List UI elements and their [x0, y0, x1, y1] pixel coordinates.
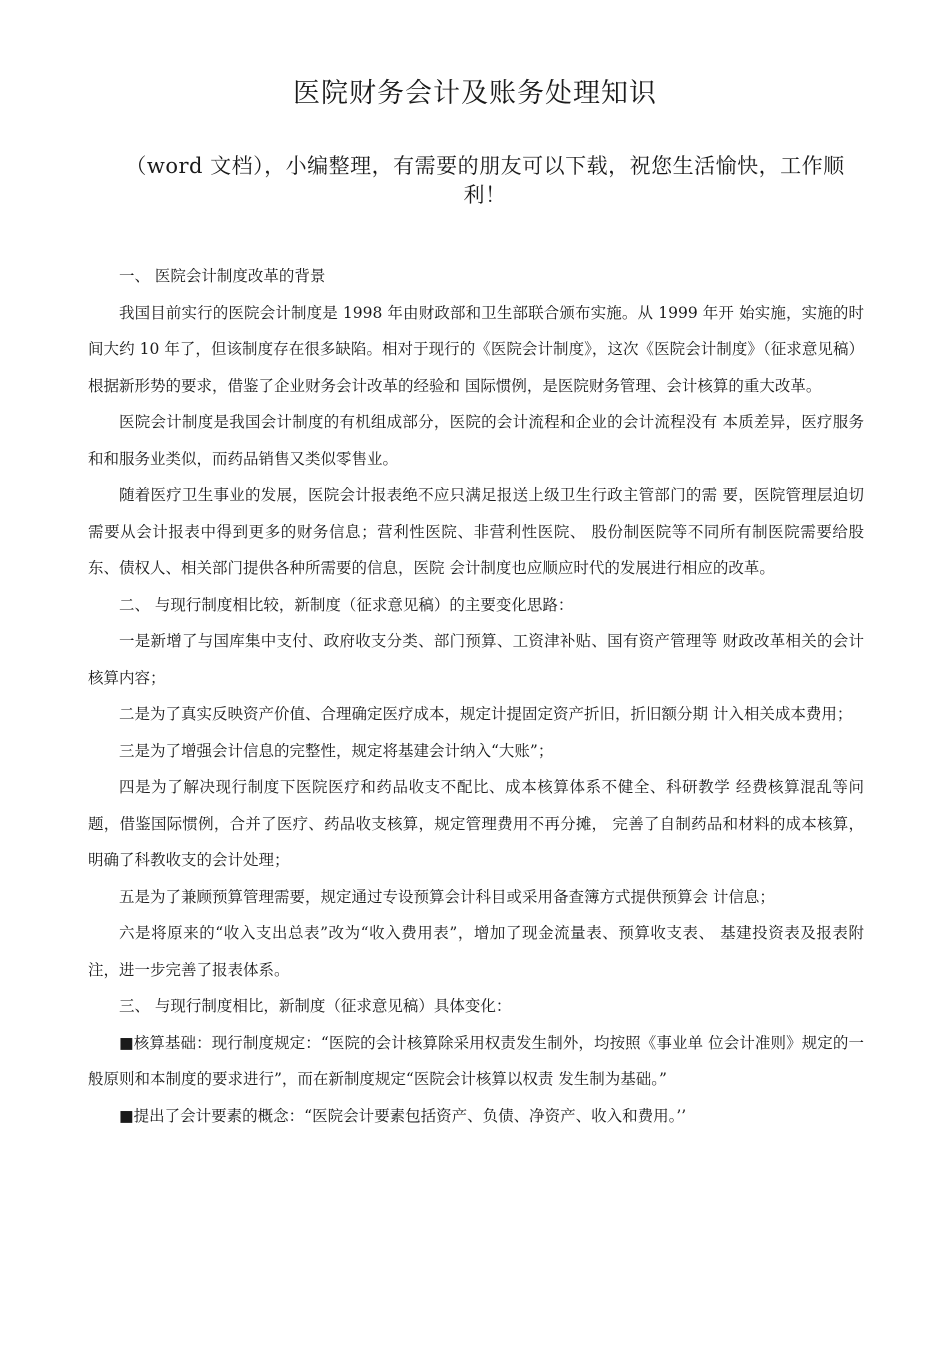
- paragraph: 六是将原来的“收入支出总表”改为“收入费用表”，增加了现金流量表、预算收支表、 基建投资表及报表附注，进一步完善了报表体系。: [88, 924, 864, 979]
- paragraph: 医院会计制度是我国会计制度的有机组成部分，医院的会计流程和企业的会计流程没有 本质差异，医疗服务和和服务业类似，而药品销售又类似零售业。: [88, 413, 864, 468]
- section-heading-2: 二、 与现行制度相比较，新制度（征求意见稿）的主要变化思路：: [119, 595, 574, 614]
- paragraph: 一是新增了与国库集中支付、政府收支分类、部门预算、工资津补贴、国有资产管理等 财政改革相关的会计核算内容；: [88, 632, 864, 687]
- document-title: 医院财务会计及账务处理知识: [293, 78, 657, 109]
- document-subtitle: （word 文档），小编整理，有需要的朋友可以下载，祝您生活愉快，工作顺利！: [125, 154, 845, 207]
- paragraph: 二是为了真实反映资产价值、合理确定医疗成本，规定计提固定资产折旧，折旧额分期 计入相关成本费用；: [119, 705, 853, 723]
- bullet-paragraph: ■核算基础：现行制度规定：“医院的会计核算除采用权责发生制外，均按照《事业单 位会计准则》规定的一般原则和本制度的要求进行”，而在新制度规定“医院会计核算以权责 发生制为基础。”: [88, 1033, 864, 1088]
- section-heading-3: 三、 与现行制度相比，新制度（征求意见稿）具体变化：: [119, 997, 512, 1015]
- section-heading-1: 一、 医院会计制度改革的背景: [119, 267, 326, 285]
- bullet-paragraph: ■提出了会计要素的概念：“医院会计要素包括资产、负债、净资产、收入和费用。’’: [119, 1106, 687, 1125]
- paragraph: 我国目前实行的医院会计制度是 1998 年由财政部和卫生部联合颁布实施。从 1999 年开 始实施，实施的时间大约 10 年了，但该制度存在很多缺陷。相对于现行的《医院会计制度》，这次《医院会计制度》（征求意见稿）根据新形势的要求，借鉴了企业财务会计改革的经验和 国际惯例，是医院财务管理、会计核算的重大改革。: [88, 303, 864, 395]
- paragraph: 四是为了解决现行制度下医院医疗和药品收支不配比、成本核算体系不健全、科研教学 经费核算混乱等问题，借鉴国际惯例，合并了医疗、药品收支核算，规定管理费用不再分摊， 完善了自制药品和材料的成本核算，明确了科教收支的会计处理；: [88, 778, 864, 869]
- paragraph: 随着医疗卫生事业的发展，医院会计报表绝不应只满足报送上级卫生行政主管部门的需 要，医院管理层迫切需要从会计报表中得到更多的财务信息；营利性医院、非营利性医院、 股份制医院等不同所有制医院需要给股东、债权人、相关部门提供各种所需要的信息，医院 会计制度也应顺应时代的发展进行相应的改革。: [88, 486, 864, 577]
- document-body: [88, 258, 864, 1134]
- paragraph: 三是为了增强会计信息的完整性，规定将基建会计纳入“大账”；: [119, 741, 554, 760]
- paragraph: 五是为了兼顾预算管理需要，规定通过专设预算会计科目或采用备查簿方式提供预算会 计信息；: [119, 887, 775, 906]
